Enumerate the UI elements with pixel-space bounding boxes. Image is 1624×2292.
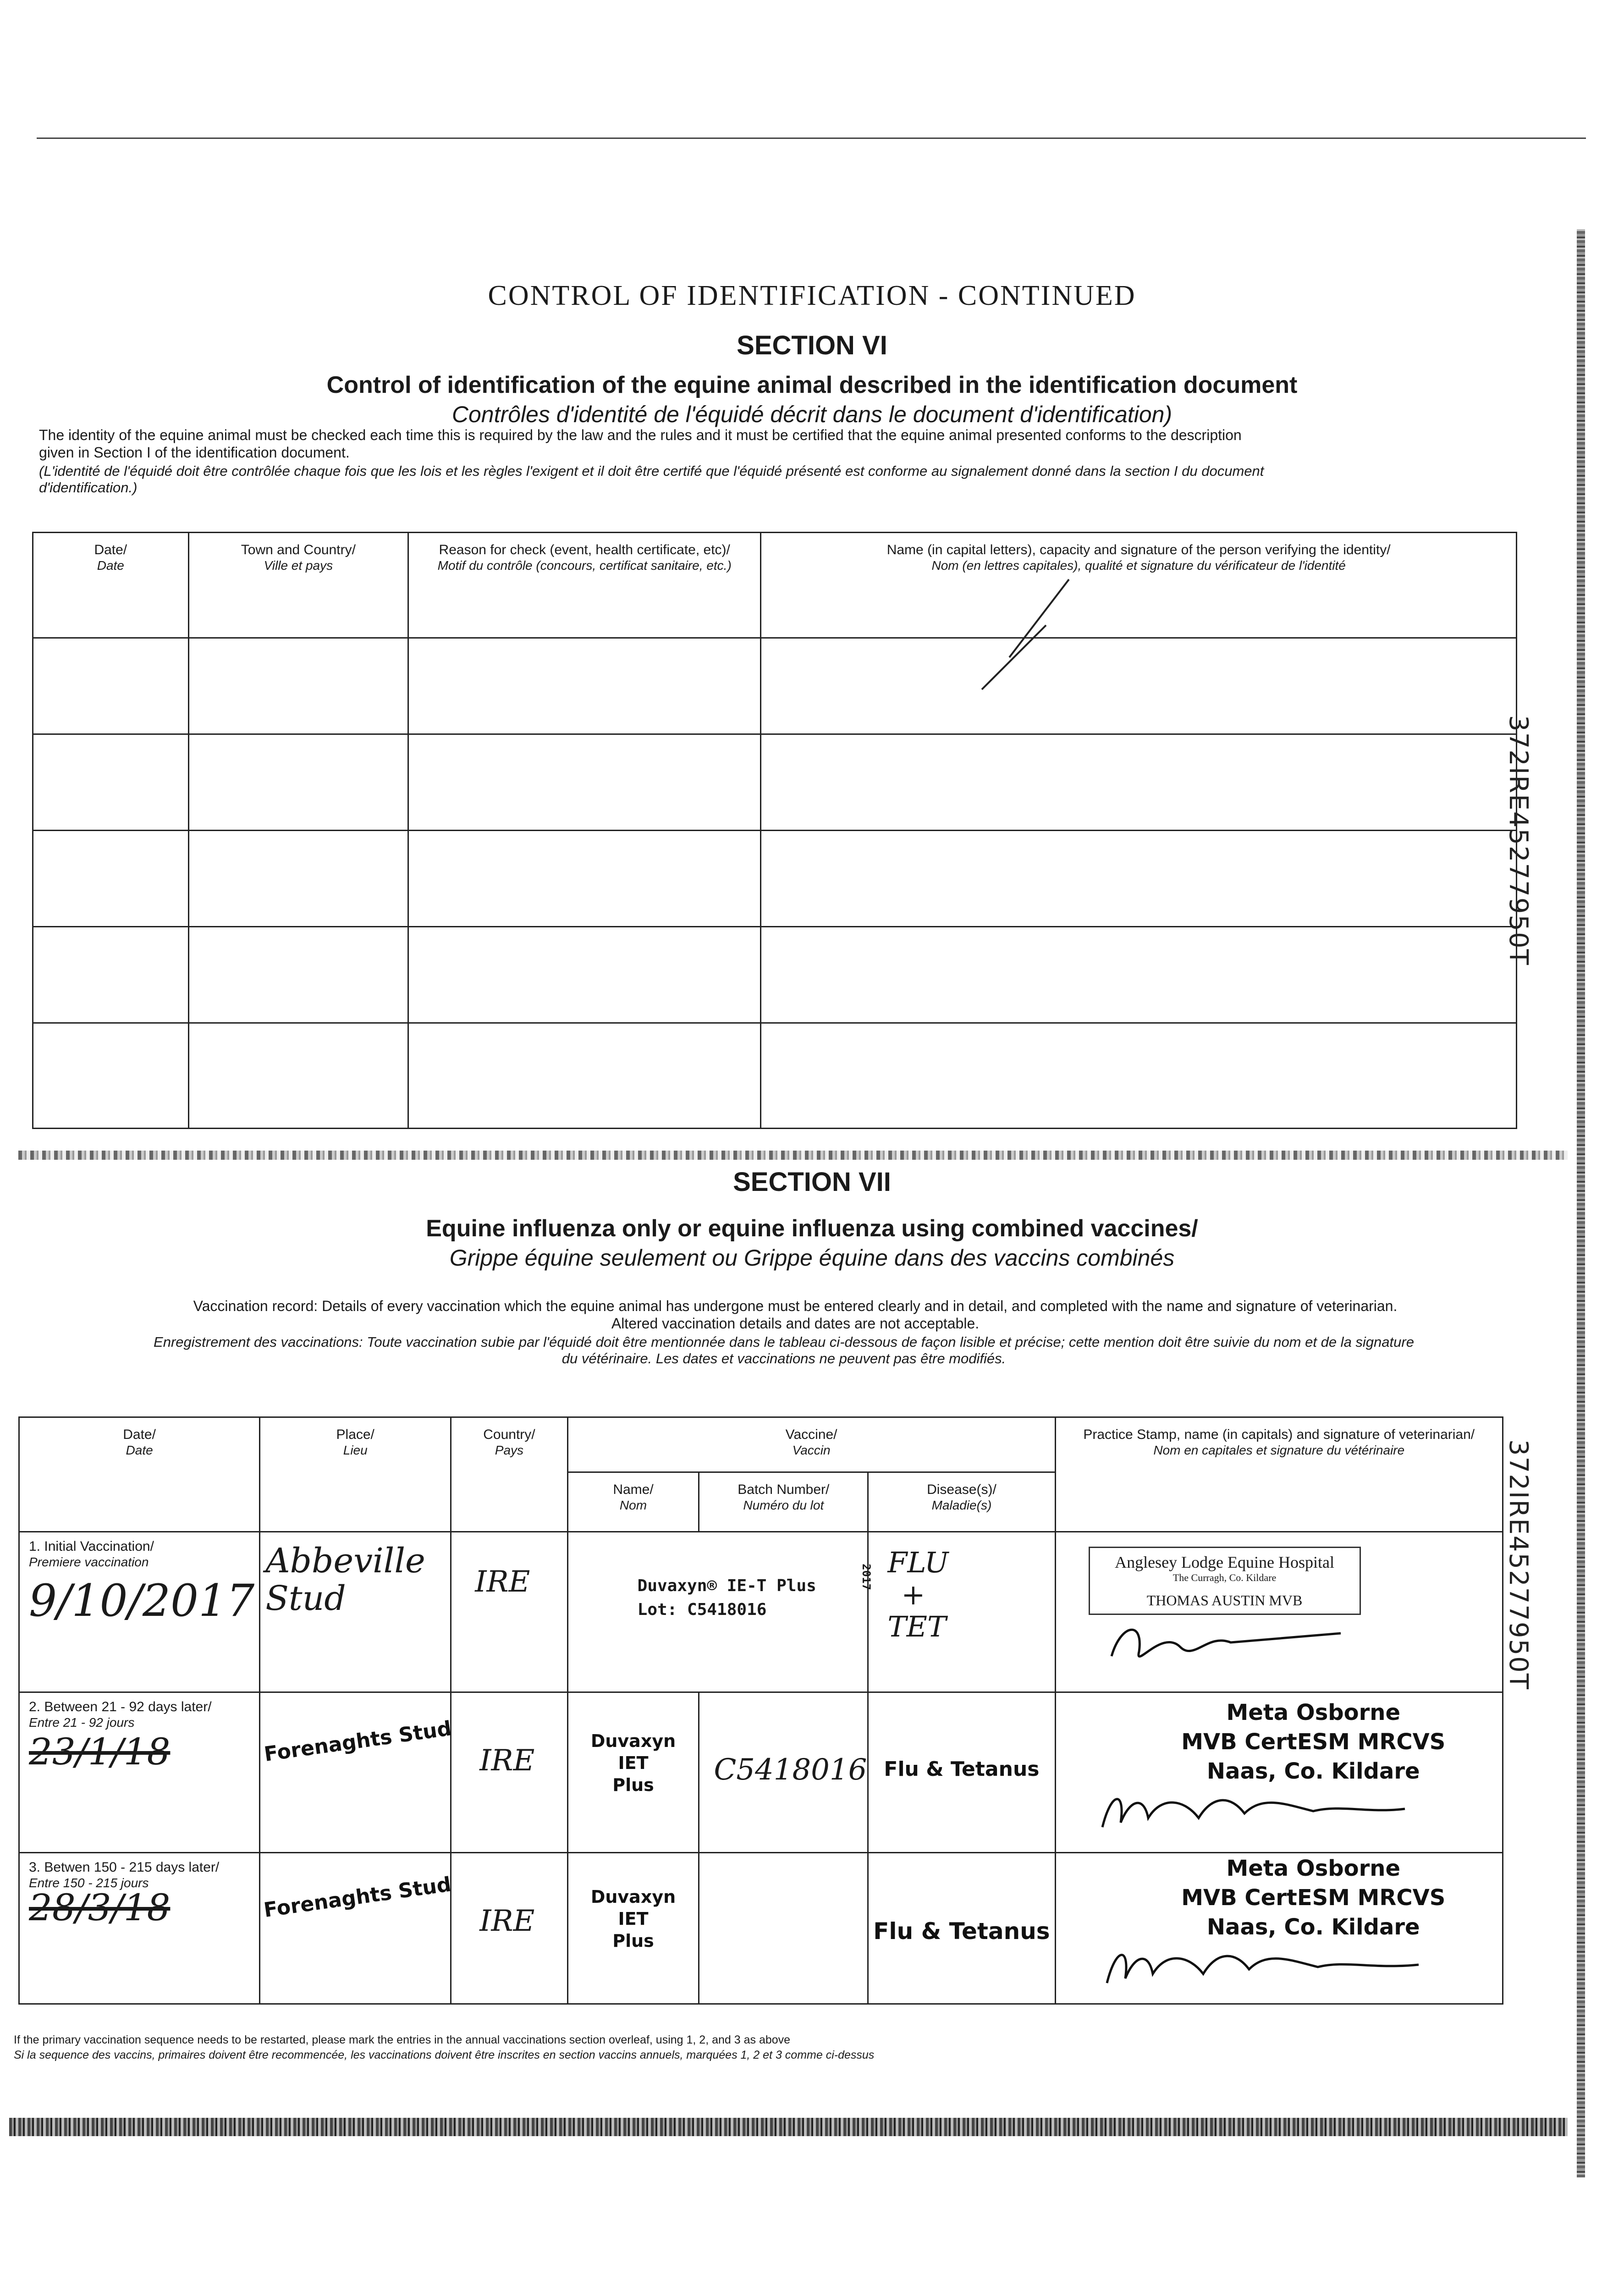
- footnote-fr: Si la sequence des vaccins, primaires doivent être recommencée, les vaccinations doivent être inscrites en section vaccins annuels, marquées 1, 2 et 3 comme ci-dessus: [14, 2049, 875, 2061]
- identity-check-row[interactable]: [33, 638, 1517, 734]
- country-handwritten: IRE: [479, 1744, 535, 1778]
- side-id-top: 372IRE45277950T: [1503, 715, 1533, 966]
- scan-edge-line: [37, 138, 1586, 139]
- vaccination-row-third: [19, 1853, 1503, 2004]
- section-vi-intro-fr: (L'identité de l'équidé doit être contrôlée chaque fois que les lois et les règles l'exigent et il doit être certifé que l'équidé présenté est conforme au signalement donné dans la section I du document d'identification.): [39, 463, 1264, 496]
- cell-practice-stamp: [1055, 1853, 1503, 2004]
- cell-disease: [868, 1692, 1055, 1853]
- country-handwritten: IRE: [479, 1904, 535, 1938]
- header-vaccine: Vaccine/ Vaccin: [567, 1417, 1055, 1472]
- cell-country: [451, 1692, 567, 1853]
- section-vii-subtitle-fr: Grippe équine seulement ou Grippe équine dans des vaccins combinés: [449, 1245, 1175, 1271]
- cell-reason[interactable]: [408, 927, 761, 1023]
- cell-town[interactable]: [188, 734, 408, 831]
- cell-town[interactable]: [188, 1023, 408, 1129]
- cell-practice-stamp: [1055, 1692, 1503, 1853]
- cell-verifier[interactable]: [761, 927, 1517, 1023]
- cell-town[interactable]: [188, 927, 408, 1023]
- cell-country: [451, 1532, 567, 1692]
- place-stamp: Forenaghts Stud: [263, 1717, 453, 1767]
- vaccine-sticker: Duvaxyn® IE-T Plus Lot: C5418016 2017: [569, 1533, 867, 1622]
- identity-check-row[interactable]: [33, 1023, 1517, 1129]
- cell-batch: [699, 1692, 868, 1853]
- identity-check-header-row: [33, 533, 1517, 638]
- vaccination-table: [18, 1416, 1503, 2005]
- cell-verifier[interactable]: [761, 638, 1517, 734]
- vet-signature: [1102, 1615, 1377, 1679]
- header-date: Date/ Date: [19, 1417, 260, 1532]
- identity-check-row[interactable]: [33, 734, 1517, 831]
- vaccine-name-stamp: Duvaxyn IET Plus: [590, 1887, 676, 1951]
- cell-verifier[interactable]: [761, 1023, 1517, 1129]
- cell-reason[interactable]: [408, 831, 761, 927]
- vet-stamp: Meta Osborne MVB CertESM MRCVS Naas, Co. Kildare: [1181, 1700, 1446, 1784]
- cell-place: [260, 1532, 451, 1692]
- header-verifier: Name (in capital letters), capacity and signature of the person verifying the identity/ Nom (en lettres capitales), qualité et signature du vérificateur de l'identité: [761, 533, 1517, 638]
- vet-signature: [1098, 1942, 1464, 1992]
- header-practice-stamp: Practice Stamp, name (in capitals) and signature of veterinarian/ Nom en capitales et signature du vétérinaire: [1055, 1417, 1503, 1532]
- vaccination-header-row: [19, 1417, 1503, 1472]
- perforation-line: [18, 1151, 1568, 1160]
- cell-batch: [699, 1853, 868, 2004]
- section-vii-subtitle-en: Equine influenza only or equine influenza using combined vaccines/: [426, 1215, 1198, 1242]
- page-bottom-edge: [9, 2118, 1568, 2136]
- vaccination-date: 28/3/18: [29, 1886, 171, 1929]
- section-vii-heading: SECTION VII: [733, 1167, 891, 1197]
- vaccination-row-second: [19, 1692, 1503, 1853]
- cell-country: [451, 1853, 567, 2004]
- identity-check-row[interactable]: [33, 831, 1517, 927]
- vaccination-date: 9/10/2017: [29, 1575, 255, 1626]
- sticker-year: 2017: [859, 1564, 873, 1590]
- cell-town[interactable]: [188, 831, 408, 927]
- cell-vaccine-name: [567, 1853, 699, 2004]
- cell-practice-stamp: [1055, 1532, 1503, 1692]
- cell-date[interactable]: [33, 1023, 189, 1129]
- country-handwritten: IRE: [475, 1565, 530, 1599]
- pen-stroke-mark: [954, 575, 1092, 694]
- header-batch-number: Batch Number/ Numéro du lot: [699, 1472, 868, 1532]
- vaccination-row-initial: [19, 1532, 1503, 1692]
- vet-stamp: Meta Osborne MVB CertESM MRCVS Naas, Co. Kildare: [1181, 1856, 1446, 1940]
- header-reason: Reason for check (event, health certificate, etc)/ Motif du contrôle (concours, certificat sanitaire, etc.): [408, 533, 761, 638]
- identity-check-table: [32, 532, 1517, 1129]
- cell-date[interactable]: [33, 831, 189, 927]
- section-vii-intro-en: Vaccination record: Details of every vaccination which the equine animal has undergone must be entered clearly and in detail, and completed with the name and signature of veterinarian. Altered vaccination details and dates are not acceptable.: [193, 1298, 1398, 1332]
- side-id-bottom: 372IRE45277950T: [1503, 1439, 1533, 1690]
- header-place: Place/ Lieu: [260, 1417, 451, 1532]
- disease-stamp: Flu & Tetanus: [873, 1918, 1050, 1945]
- place-handwritten: Abbeville Stud: [265, 1541, 425, 1618]
- section-vi-subtitle-fr: Contrôles d'identité de l'équidé décrit dans le document d'identification): [451, 402, 1173, 427]
- header-disease: Disease(s)/ Maladie(s): [868, 1472, 1055, 1532]
- cell-disease: [868, 1532, 1055, 1692]
- row-label: 3. Betwen 150 - 215 days later/ Entre 150 - 215 jours 28/3/18: [19, 1853, 260, 2004]
- cell-place: [260, 1692, 451, 1853]
- place-stamp: Forenaghts Stud: [262, 1873, 453, 1923]
- cell-disease: [868, 1853, 1055, 2004]
- disease-handwritten: FLU + TET: [887, 1546, 949, 1643]
- cell-place: [260, 1853, 451, 2004]
- identity-check-row[interactable]: [33, 927, 1517, 1023]
- section-vi-intro-en: The identity of the equine animal must be checked each time this is required by the law and the rules and it must be certified that the equine animal presented conforms to the description given in Section I of the identification document.: [39, 427, 1242, 461]
- vet-signature: [1093, 1786, 1460, 1836]
- section-vi-subtitle-en: Control of identification of the equine animal described in the identification document: [326, 372, 1298, 398]
- cell-verifier[interactable]: [761, 831, 1517, 927]
- header-country: Country/ Pays: [451, 1417, 567, 1532]
- row-label: 2. Between 21 - 92 days later/ Entre 21 - 92 jours 23/1/18: [19, 1692, 260, 1853]
- cell-date[interactable]: [33, 638, 189, 734]
- disease-stamp: Flu & Tetanus: [884, 1758, 1040, 1781]
- cell-verifier[interactable]: [761, 734, 1517, 831]
- section-vii-intro-fr: Enregistrement des vaccinations: Toute vaccination subie par l'équidé doit être mentionnée dans le tableau ci-dessous de façon lisible et précise; cette mention doit être suivie du nom et de la signature du vétérinaire. Les dates et vaccinations ne peuvent pas être modifiés.: [154, 1334, 1414, 1366]
- cell-town[interactable]: [188, 638, 408, 734]
- cell-date[interactable]: [33, 927, 189, 1023]
- vaccine-name-stamp: Duvaxyn IET Plus: [590, 1731, 676, 1795]
- vaccination-date: 23/1/18: [29, 1730, 171, 1773]
- cell-reason[interactable]: [408, 1023, 761, 1129]
- cell-reason[interactable]: [408, 638, 761, 734]
- header-town-country: Town and Country/ Ville et pays: [188, 533, 408, 638]
- page-edge-shadow: [1577, 229, 1585, 2177]
- cell-vaccine-name: [567, 1692, 699, 1853]
- section-vi-heading: SECTION VI: [737, 331, 887, 360]
- row-label: 1. Initial Vaccination/ Premiere vaccination 9/10/2017: [19, 1532, 260, 1692]
- batch-handwritten: C5418016: [714, 1753, 867, 1787]
- cell-vaccine-sticker: [567, 1532, 873, 1692]
- cell-date[interactable]: [33, 734, 189, 831]
- footnote-en: If the primary vaccination sequence needs to be restarted, please mark the entries in the annual vaccinations section overleaf, using 1, 2, and 3 as above: [14, 2033, 791, 2046]
- header-date: Date/ Date: [33, 533, 189, 638]
- header-vaccine-name: Name/ Nom: [567, 1472, 699, 1532]
- continued-title: CONTROL OF IDENTIFICATION - CONTINUED: [488, 280, 1136, 311]
- cell-reason[interactable]: [408, 734, 761, 831]
- practice-stamp: Anglesey Lodge Equine Hospital The Curragh, Co. Kildare THOMAS AUSTIN MVB: [1089, 1547, 1361, 1615]
